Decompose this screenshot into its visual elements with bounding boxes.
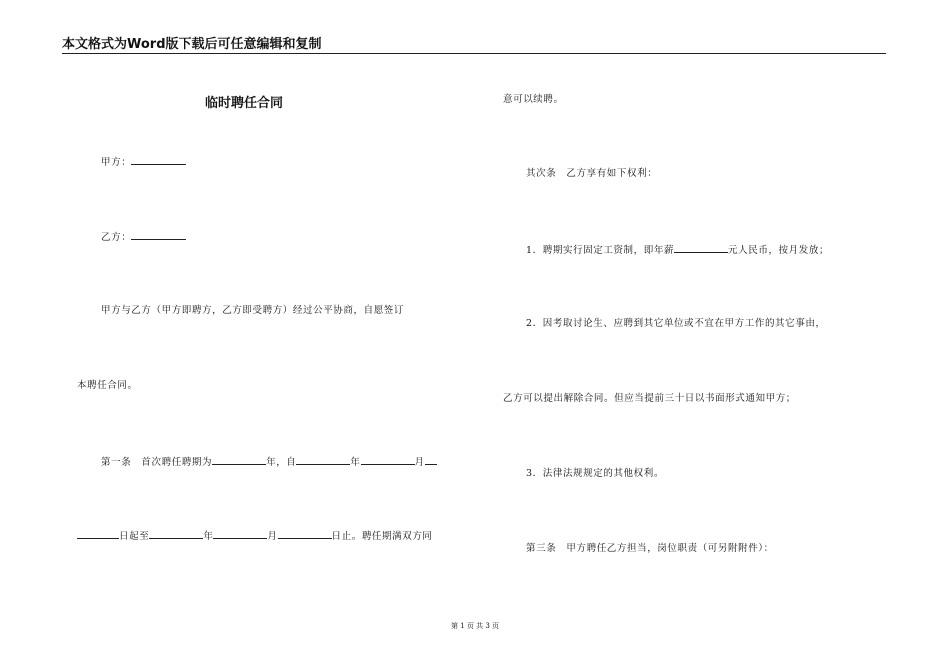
end-day-blank — [278, 528, 332, 539]
article2-item2-line1: 2．因考取讨论生、应聘到其它单位或不宜在甲方工作的其它事由， — [526, 318, 826, 329]
article2-item1-text-b: 元人民币，按月发放； — [728, 245, 830, 256]
party-b-label: 乙方： — [101, 232, 132, 243]
article1-text-from: 日起至 — [119, 531, 150, 542]
article2-title: 其次条 乙方享有如下权利： — [526, 168, 658, 179]
article2-item2-line2: 乙方可以提出解除合同。但应当提前三十日以书面形式通知甲方； — [503, 393, 796, 404]
document-title: 临时聘任合同 — [205, 96, 284, 111]
end-year-blank — [149, 528, 203, 539]
start-year-blank — [296, 454, 350, 465]
article2-item3: 3．法律法规规定的其他权利。 — [526, 468, 664, 479]
party-a-line — [101, 154, 186, 170]
article1-text-month2: 月 — [267, 531, 278, 542]
party-a-label: 甲方： — [101, 157, 132, 168]
intro-paragraph-line1: 甲方与乙方（甲方即聘方，乙方即受聘方）经过公平协商，自愿签订 — [101, 305, 405, 316]
intro-paragraph-line2: 本聘任合同。 — [77, 380, 138, 391]
article1-line2 — [77, 528, 433, 544]
article2-item1-text-a: 1．聘期实行固定工资制，即年薪 — [526, 245, 675, 256]
renewal-line: 意可以续聘。 — [503, 94, 564, 105]
article1-text-year3: 年 — [203, 531, 214, 542]
party-b-blank — [131, 229, 186, 240]
document-header: 本文格式为Word版下载后可任意编辑和复制 — [62, 37, 322, 52]
start-day-blank-a — [425, 454, 437, 465]
term-years-blank — [212, 454, 266, 465]
start-month-blank — [361, 454, 415, 465]
start-day-blank-b — [77, 528, 119, 539]
article1-text-end: 日止。聘任期满双方同 — [331, 531, 433, 542]
article1-text-month: 月 — [414, 457, 425, 468]
article1-text-year: 年，自 — [266, 457, 297, 468]
article3-title: 第三条 甲方聘任乙方担当，岗位职责（可另附附件）： — [526, 543, 774, 554]
party-a-blank — [131, 154, 186, 165]
article1-line1 — [101, 454, 437, 470]
article2-item1 — [526, 242, 829, 258]
page-footer: 第 1 页 共 3 页 — [450, 622, 500, 630]
article1-lead: 第一条 首次聘任聘期为 — [101, 457, 213, 468]
party-b-line — [101, 229, 186, 245]
end-month-blank — [213, 528, 267, 539]
header-divider — [62, 53, 886, 54]
article1-text-year2: 年 — [350, 457, 361, 468]
salary-blank — [674, 242, 728, 253]
